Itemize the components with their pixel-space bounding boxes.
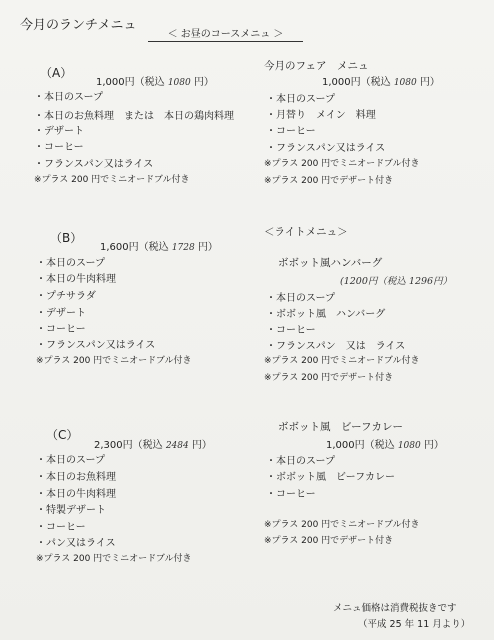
- list-item: ・フランスパン 又は ライス: [266, 341, 406, 352]
- fair-note: ※プラス 200 円でデザート付き: [264, 176, 394, 186]
- list-item: ・コーヒー: [266, 489, 316, 500]
- set-b-tax-handwritten: 1728: [171, 243, 195, 253]
- list-item: ・本日のスープ: [266, 94, 335, 105]
- list-item: ・コーヒー: [36, 522, 86, 533]
- set-a-price-suffix: 円）: [193, 77, 214, 88]
- fair-tax-handwritten: 1080: [393, 78, 417, 88]
- fair-menu-price: [322, 73, 440, 88]
- set-c-price-text: 2,300円（税込: [94, 440, 163, 451]
- set-b-price-suffix: 円）: [197, 242, 218, 253]
- page-title: 今月のランチメニュ: [20, 18, 137, 33]
- set-a-price: [96, 73, 214, 88]
- set-c-tax-handwritten: 2484: [165, 441, 189, 451]
- list-item: ・コーヒー: [34, 142, 84, 153]
- list-item: ・コーヒー: [36, 324, 86, 335]
- list-item: ・本日のスープ: [36, 258, 105, 269]
- list-item: ・本日のスープ: [36, 455, 105, 466]
- fair-menu-heading: 今月のフェア メニュ: [264, 60, 369, 72]
- list-item: ・本日のスープ: [266, 456, 335, 467]
- set-c-price: [94, 436, 212, 451]
- list-item: ・本日の牛肉料理: [36, 274, 116, 285]
- fair-price-suffix: 円）: [419, 77, 440, 88]
- list-item: ・フランスパン又はライス: [34, 159, 154, 170]
- fair-price-text: 1,000円（税込: [322, 77, 391, 88]
- set-b-label: （B）: [50, 231, 83, 245]
- list-item: ・特製デザート: [36, 505, 106, 516]
- hamburg-name: ボボット風ハンバーグ: [278, 257, 383, 269]
- list-item: ・コーヒー: [266, 126, 316, 137]
- list-item: ・月替り メイン 料理: [266, 110, 376, 121]
- list-item: ・フランスパン又はライス: [266, 143, 386, 154]
- set-b-price-text: 1,600円（税込: [100, 242, 169, 253]
- list-item: ・ボボット風 ハンバーグ: [266, 309, 386, 320]
- set-a-price-text: 1,000円（税込: [96, 77, 165, 88]
- set-c-note: ※プラス 200 円でミニオードブル付き: [36, 554, 192, 564]
- set-b-note: ※プラス 200 円でミニオードブル付き: [36, 356, 192, 366]
- curry-price-suffix: 円）: [423, 440, 444, 451]
- list-item: ・本日のお魚料理 または 本日の鶏肉料理: [34, 111, 234, 122]
- curry-price: [326, 436, 444, 451]
- set-a-note: ※プラス 200 円でミニオードブル付き: [34, 175, 190, 185]
- curry-tax-handwritten: 1080: [397, 441, 421, 451]
- hamburg-price-handwritten: (1200円（税込 1296円）: [340, 276, 453, 287]
- list-item: ・本日の牛肉料理: [36, 489, 116, 500]
- list-item: ・デザート: [36, 308, 86, 319]
- list-item: ・パン又はライス: [36, 538, 116, 549]
- list-item: ・本日のスープ: [266, 293, 335, 304]
- list-item: ・プチサラダ: [36, 291, 96, 302]
- set-a-label: （A）: [40, 66, 73, 80]
- list-item: ・フランスパン又はライス: [36, 340, 156, 351]
- list-item: ・ボボット風 ビーフカレー: [266, 472, 395, 483]
- list-item: ・本日のスープ: [34, 92, 103, 103]
- list-item: ・本日のお魚料理: [36, 472, 116, 483]
- list-item: ・コーヒー: [266, 325, 316, 336]
- tax-notice: メニュ価格は消費税抜きです: [333, 603, 457, 614]
- curry-note: ※プラス 200 円でミニオードブル付き: [264, 520, 420, 530]
- list-item: ・デザート: [34, 126, 84, 137]
- set-b-price: [100, 238, 218, 253]
- course-menu-subtitle: ＜ お昼のコースメニュ ＞: [148, 25, 303, 42]
- curry-note: ※プラス 200 円でデザート付き: [264, 536, 394, 546]
- set-c-price-suffix: 円）: [191, 440, 212, 451]
- hamburg-note: ※プラス 200 円でミニオードブル付き: [264, 356, 420, 366]
- set-c-label: （C）: [46, 428, 79, 442]
- hamburg-note: ※プラス 200 円でデザート付き: [264, 373, 394, 383]
- set-a-tax-handwritten: 1080: [167, 78, 191, 88]
- effective-date: （平成 25 年 11 月より）: [358, 619, 471, 630]
- fair-note: ※プラス 200 円でミニオードブル付き: [264, 159, 420, 169]
- curry-name: ボボット風 ビーフカレー: [278, 421, 403, 433]
- light-menu-heading: ＜ライトメニュ＞: [264, 226, 348, 238]
- curry-price-text: 1,000円（税込: [326, 440, 395, 451]
